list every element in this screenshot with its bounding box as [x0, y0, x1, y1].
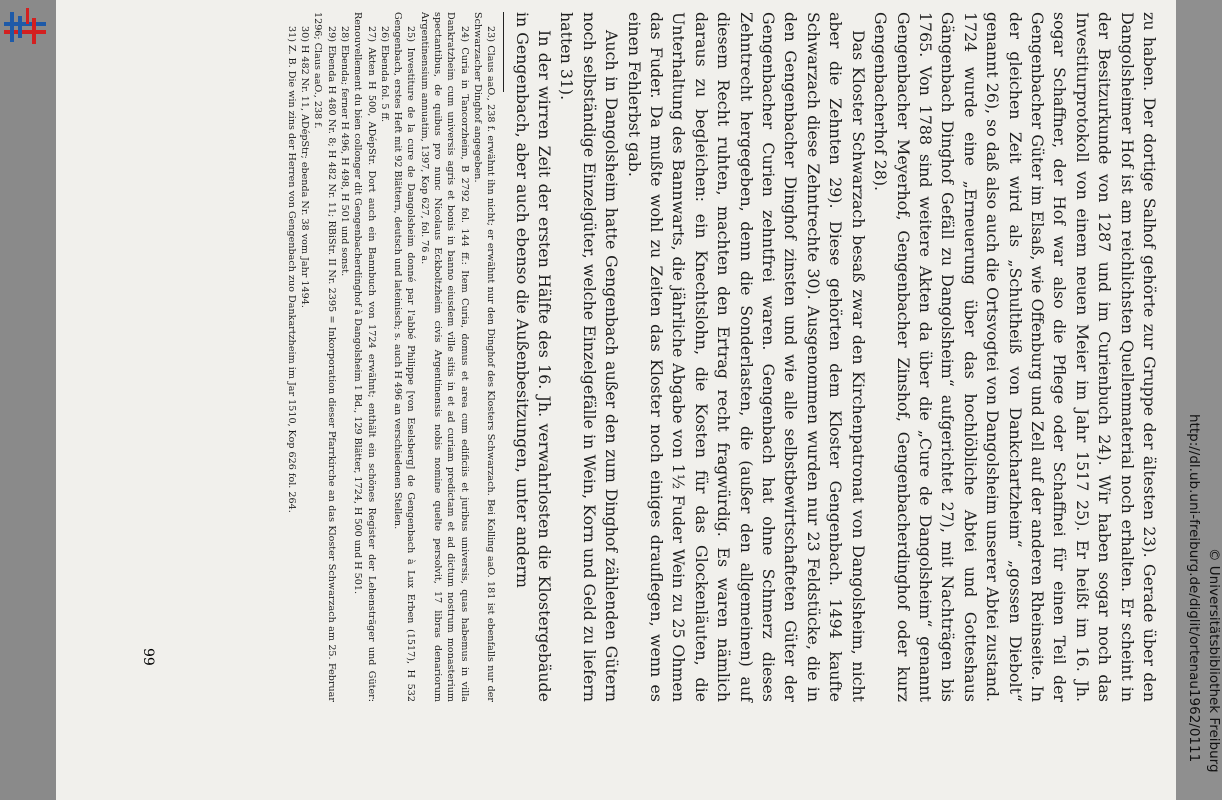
copyright-notice: © Universitätsbibliothek Freiburg — [1206, 548, 1222, 773]
footnote: 29) Ebenda H 480 Nr. 8; H 482 Nr. 11; RBiStr. II Nr. 2395 = Inkorporation dieser Pfarrkirche an das Kloster Schwarzach am 25. Februar 1296; Claus aaO., 238 f. — [312, 12, 337, 702]
footnote: 31) Z. B. Die win zins der Herren von Gengenbach zuo Dankartzheim im Jar 1510, Kop 626 fol. 264. — [285, 26, 297, 513]
body-paragraph: zu haben. Der dortige Salhof gehörte zur Gruppe der ältesten 23). Gerade über den Dangolsheimer Hof ist am reichlichsten Quellenmaterial noch erhalten. Er scheint in der Besitzurkunde von 1287 und im Curienbuch 24). Wir haben sogar noch das Investiturprotokoll von einem neuen Meier im Jahr 1517 25). Er heißt im 16. Jh. sogar Schaffner, der Hof war also die Pflege oder Schaffnei für einen Teil der Gengenbacher Güter im Elsaß, wie Offenburg und Zell auf der anderen Rheinseite. In der gleichen Zeit wird als „Schultheiß von Dankchartzheim“ „gossen Diebolt“ genannt 26), so daß also auch die Ortsvogtei von Dangolsheim unserer Abtei zustand. 1724 wurde eine „Erneuerung über das hochlöbliche Abtei und Gotteshaus Gängenbach Dinghof Gefäll zu Dangolsheim“ aufgerichtet 27), mit Nachträgen bis 1765. Von 1788 sind weitere Akten da über die „Cure de Dangolsheim“ genannt Gengenbacher Meyerhof, Gengenbacher Zinshof, Gengenbacherdinghof oder kurz Gengenbacherhof 28). — [871, 12, 1159, 702]
body-text — [510, 12, 1160, 702]
page-number: 99 — [140, 648, 156, 666]
footnotes — [284, 12, 497, 702]
source-url-link[interactable]: http://dl.ub.uni-freiburg.de/diglit/ortenau1962/0111 — [1186, 414, 1202, 763]
rotated-text-block — [100, 12, 1160, 702]
viewer-left-strip — [0, 0, 56, 800]
footnote: 25) Investiture de la cure de Dangolsheim donné par l'abbé Philippe [von Eselsberg] de Gengenbach à Lux Erben (1517), H 532 Gengenbach, erstes Heft mit 92 Blättern, deutsch und lateinisch; s. auch H 496 an verschiedenen Stellen. — [392, 12, 417, 702]
body-paragraph: Auch in Dangolsheim hatte Gengenbach außer den zum Dinghof zählenden Gütern noch selbständige Einzelgüter, welche Einzelgefälle in Wein, Korn und Geld zu liefern hatten 31). — [557, 12, 622, 702]
body-paragraph: Das Kloster Schwarzach besaß zwar den Kirchenpatronat von Dangolsheim, nicht aber die Zehnten 29). Diese gehörten dem Kloster Gengenbach. 1494 kaufte Schwarzach diese Zehntrechte 30). Ausgenommen wurden nur 23 Feldstücke, die in den Gengenbacher Dinghof zinsten und wie alle selbstbewirtschafteten Güter der Gengenbacher Curien zehntfrei waren. Gengenbach hat ohne Schmerz dieses Zehntrecht hergegeben, denn die Sonderlasten, die (außer den allgemeinen) auf diesem Recht ruhten, machten den Ertrag recht fragwürdig. Es waren nämlich daraus zu begleichen: ein Knechtslohn, die Kosten für das Glockenläuten, die Unterhaltung des Bannwarts, die jährliche Abgabe von 1½ Fuder Wein zu 25 Ohmen das Fuder. Da mußte wohl zu Zeiten das Kloster noch einiges drauflegen, wenn es einen Fehlerbst gab. — [624, 12, 868, 702]
footnote: 24) Curia in Tancorzheim, B 2792 fol. 144 ff.: Item Curia, domus et area cum edificiis et juribus universis, quas habemus in villa Dankratzheim cum universis agris et bonis in banno eiusdem ville sitis in et ad curiam predictam et ad dictum nostrum monasterium spectantibus, de quibus pro nunc Nicolaus Eckboltzheim civis Argentinensis nobis nomine quelte persolvit, 17 libras denariorum Argentinensium annuatim, 1397, Kop 627, fol. 76 a. — [418, 12, 470, 702]
footnote: 28) Ebenda; ferner H 496, H 498, H 501 und sonst. — [338, 26, 350, 277]
footnote: 30) H 482 Nr. 11, ADépStr; ebenda Nr. 38 vom Jahr 1494. — [299, 26, 311, 308]
footnote: 26) Ebenda fol. 5 ff. — [378, 26, 390, 123]
scanned-page — [56, 0, 1176, 800]
footnote: 27) Akten H 500, ADépStr. Dort auch ein Bannbuch von 1724 erwähnt; enthält ein schönes Register der Lehensträger und Güter: Renouvellement du bien collonger dit Gengenbacherdinghof à Dangolsheim 1 Bd., 129 Blätter, 1724, H 500 und H 501. — [352, 12, 377, 702]
body-paragraph: In der wirren Zeit der ersten Hälfte des 16. Jh. verwahrlosten die Klostergebäude in Gengenbach, aber auch ebenso die Außenbesitzungen, unter anderm — [512, 12, 555, 702]
footnote-separator — [503, 12, 504, 92]
ub-freiburg-logo-icon — [2, 4, 48, 50]
footnote: 23) Claus aaO., 238 f. erwähnt ihn nicht; er erwähnt nur den Dinghof des Klosters Schwarzach. Bei Kolling aaO. 181 ist ebenfalls nur der Schwarzacher Dinghof angegeben. — [471, 12, 497, 702]
